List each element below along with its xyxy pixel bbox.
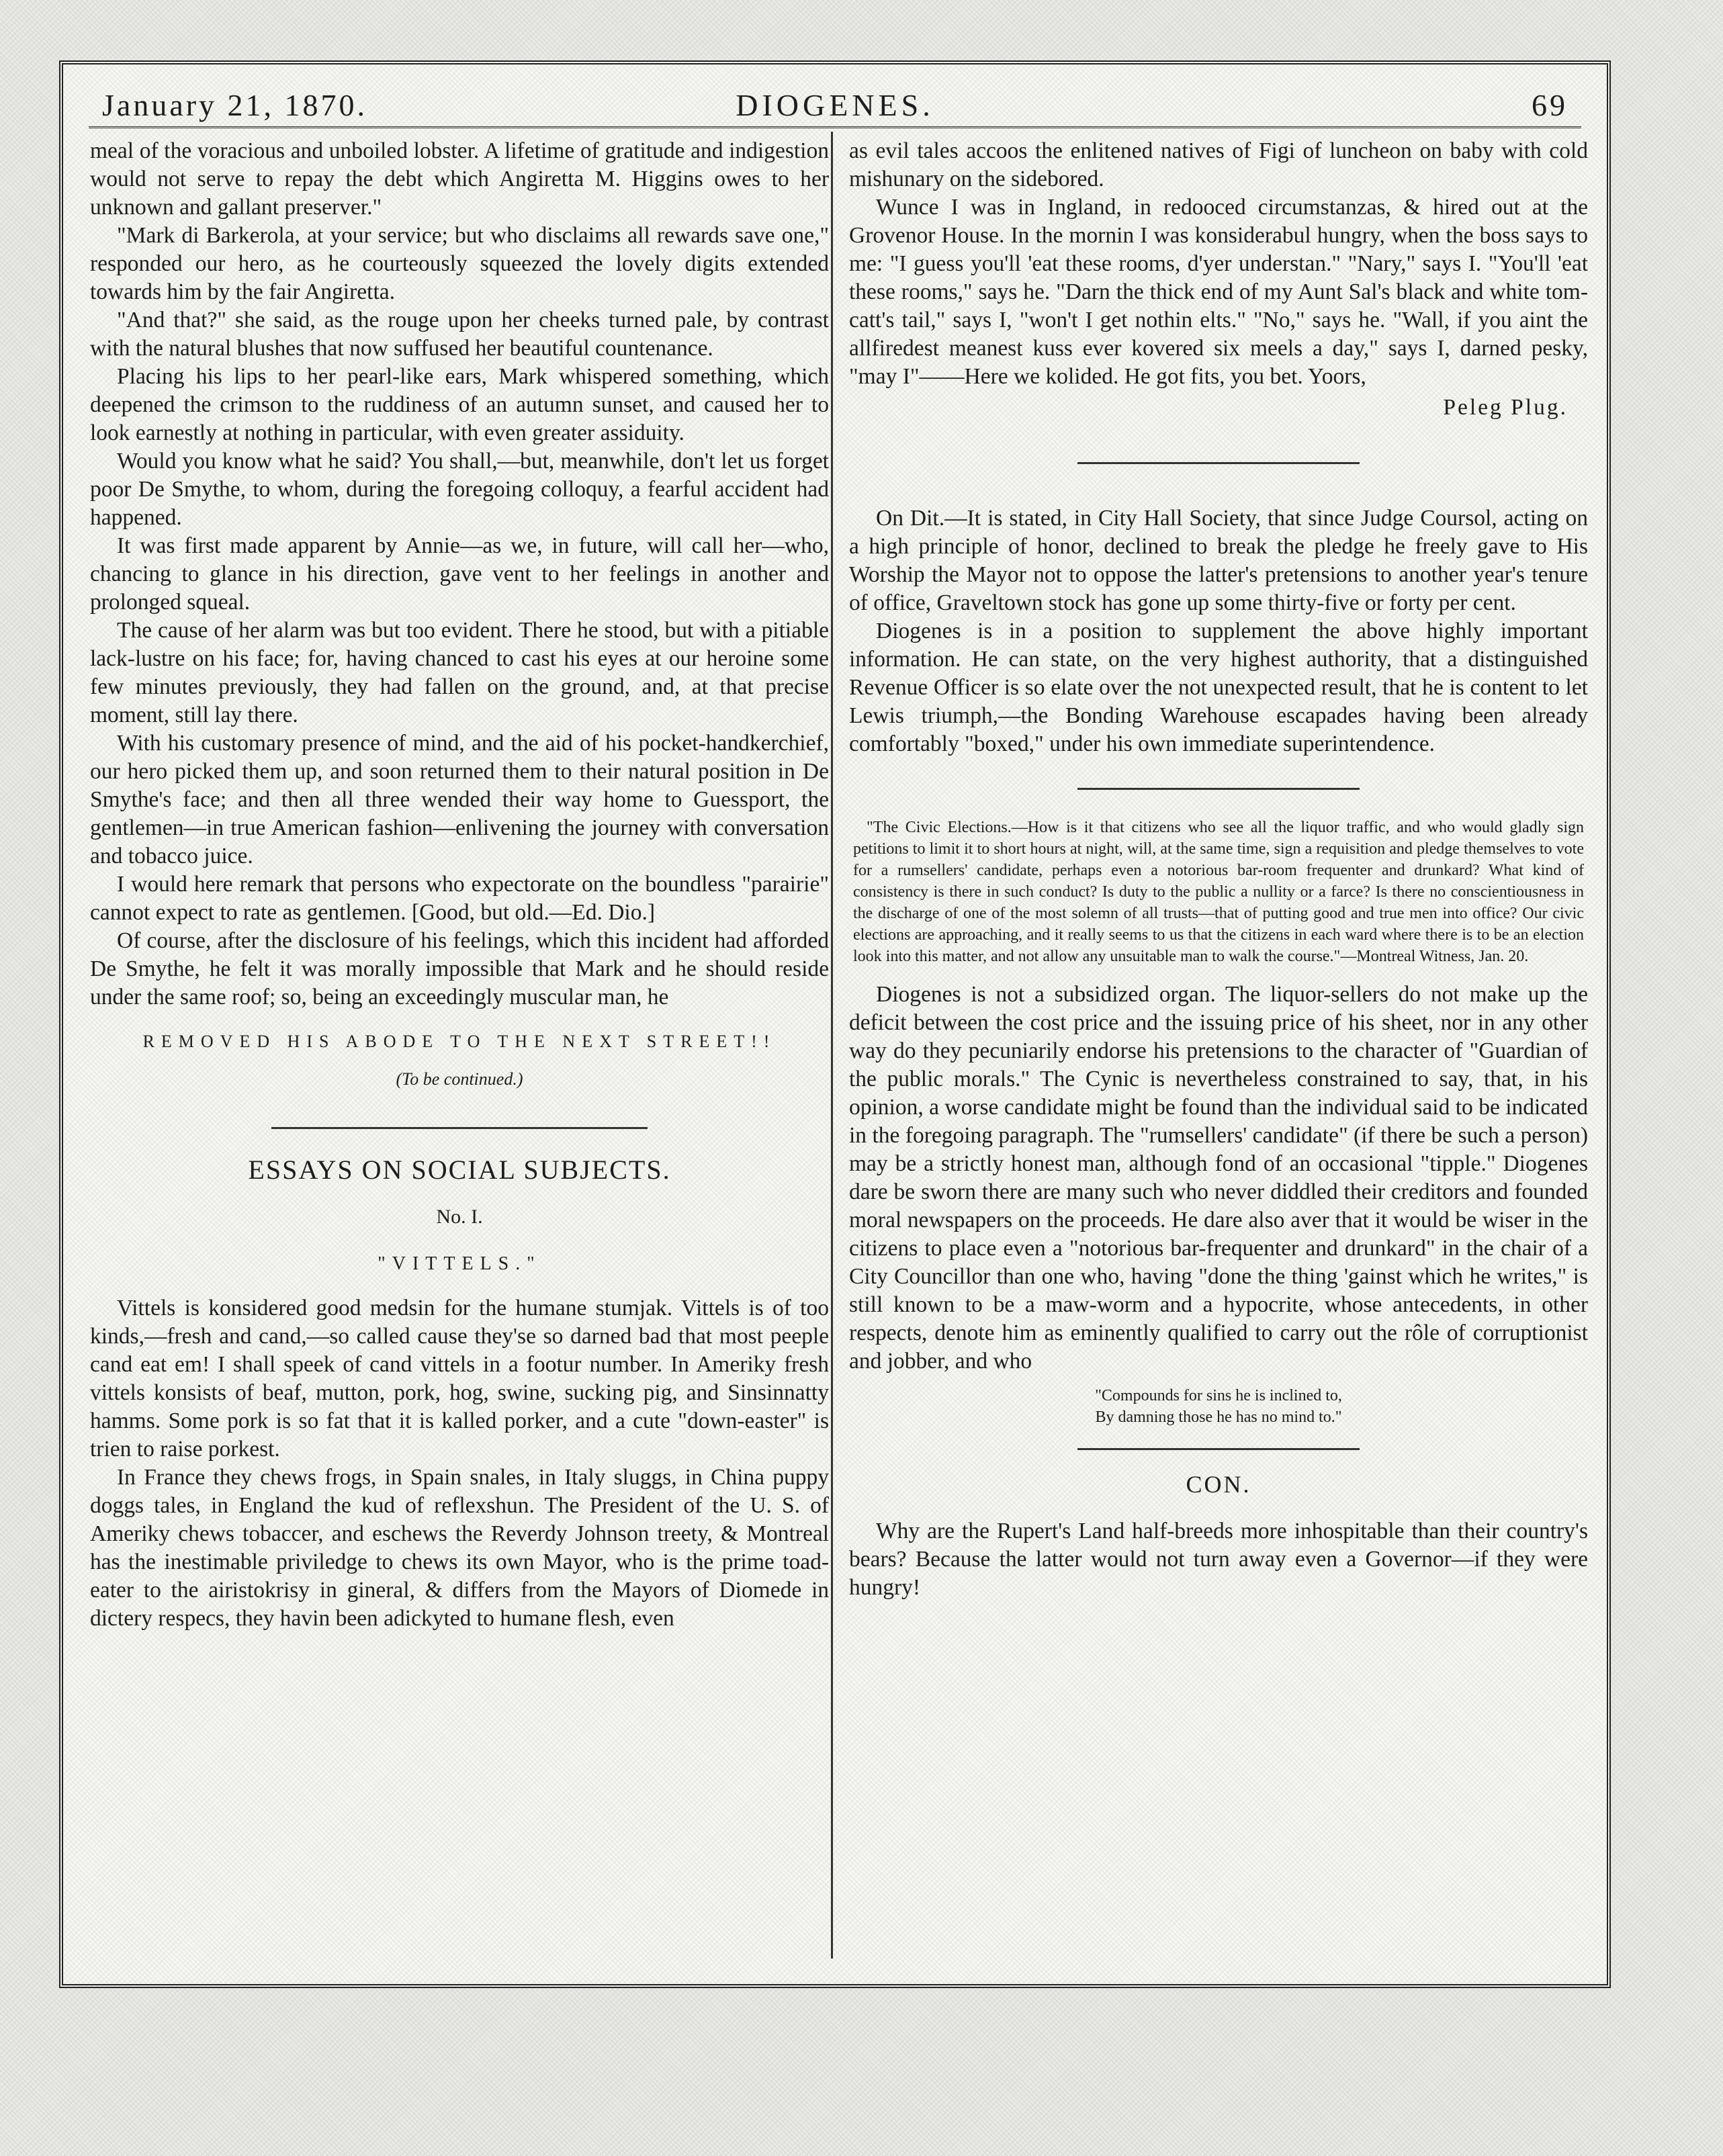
quoted-article xyxy=(853,817,1584,967)
diogenes-paragraph: Diogenes is not a subsidized organ. The liquor-sellers do not make up the deficit between the cost price and the issuing price of his sheet, nor in any other way do they pecuniarily endorse his pretensions to the character of "Guardian of the public morals." The Cynic is nevertheless constrained to say, that, in his opinion, a worse candidate might be found than the individual said to be indicated in the foregoing paragraph. The "rumsellers' candidate" (if there be such a person) may be a strictly honest man, although fond of an occasional "tipple." Diogenes dare be sworn there are many such who never diddled their creditors and founded moral newspapers on the proceeds. He dare also aver that it would be wiser in the citizens to place even a "notorious bar-frequenter and drunkard" in the chair of a City Councillor than one who, having "done the thing 'gainst which he writes," is still known to be a maw-worm and a hypocrite, whose antecedents, in other respects, denote him as eminently qualified to carry out the rôle of corruptionist and jobber, and who xyxy=(849,982,1588,1374)
story-climax: REMOVED HIS ABODE TO THE NEXT STREET!! xyxy=(142,1032,777,1051)
issue-date: January 21, 1870. xyxy=(102,88,368,122)
story-paragraph: I would here remark that persons who expectorate on the boundless "parairie" cannot expect to rate as gentlemen. [Good, but old.—Ed. Dio.] xyxy=(90,872,829,925)
left-column xyxy=(90,137,829,1950)
to-be-continued: (To be continued.) xyxy=(396,1069,523,1089)
story-paragraph: The cause of her alarm was but too evident. There he stood, but with a pitiable lack-lustre on his face; for, having chanced to cast his eyes at our heroine some few minutes previously, they had fallen on the ground, and, at that precise moment, still lay there. xyxy=(90,618,829,727)
con-title: CON. xyxy=(1186,1471,1251,1498)
masthead-title: DIOGENES. xyxy=(736,88,934,122)
couplet-line-1: "Compounds for sins he is inclined to, xyxy=(1095,1387,1342,1404)
column-divider xyxy=(831,132,833,1959)
essay-subtitle: "VITTELS." xyxy=(378,1253,541,1274)
section-rule xyxy=(1077,462,1360,464)
essay-paragraph: In France they chews frogs, in Spain snales, in Italy sluggs, in China puppy doggs tales, in England the kud of reflexshun. The President of the U. S. of Ameriky chews tobaccer, and eschews the Reverdy Johnson treety, & Montreal has the inestimable priviledge to chews its own Mayor, who is the prime toad-eater to the airistokrisy in gineral, & differs from the Mayors of Diomede in dictery respecs, they havin been adickyted to humane flesh, even xyxy=(90,1465,829,1631)
section-rule xyxy=(1077,1448,1360,1450)
story-paragraph: Placing his lips to her pearl-like ears, Mark whispered something, which deepened the crimson to the ruddiness of an autumn sunset, and caused her to look earnestly at nothing in particular, with even greater assiduity. xyxy=(90,364,829,445)
page-number: 69 xyxy=(1532,88,1568,122)
section-rule xyxy=(1077,788,1360,790)
story-paragraph: It was first made apparent by Annie—as we, in future, will call her—who, chancing to glance in his direction, gave vent to her feelings in another and prolonged squeal. xyxy=(90,533,829,615)
story-paragraph: With his customary presence of mind, and the aid of his pocket-handkerchief, our hero picked them up, and soon returned them to their natural position in De Smythe's face; and then all three wended their way home to Guessport, the gentlemen—in true American fashion—enlivening the journey with conversation and tobacco juice. xyxy=(90,731,829,868)
story-paragraph: "And that?" she said, as the rouge upon her cheeks turned pale, by contrast with the natural blushes that now suffused her beautiful countenance. xyxy=(90,308,829,361)
essay-number: No. I. xyxy=(436,1206,483,1228)
couplet-line-2: By damning those he has no mind to." xyxy=(1095,1408,1342,1426)
essay-title: ESSAYS ON SOCIAL SUBJECTS. xyxy=(248,1155,671,1185)
section-rule xyxy=(271,1127,648,1129)
essay-continuation: Wunce I was in Ingland, in redooced circumstanzas, & hired out at the Grovenor House. In the mornin I was konsiderabul hungry, when the boss says to me: "I guess you'll 'eat these rooms, d'yer understan." "Nary," says I. "You'll 'eat these rooms," says he. "Darn the thick end of my Aunt Sal's black and white tom-catt's tail," says I, "won't I get nothin elts." "No," says he. "Wall, if you aint the allfiredest meanest kuss ever kovered six meels a day," says I, darned pesky, "may I"——Here we kolided. He got fits, you bet. Yoors, xyxy=(849,195,1588,389)
essay-signature: Peleg Plug. xyxy=(1443,395,1568,420)
story-paragraph: Would you know what he said? You shall,—but, meanwhile, don't let us forget poor De Smythe, to whom, during the foregoing colloquy, a fearful accident had happened. xyxy=(90,449,829,530)
right-column xyxy=(849,137,1588,1950)
story-paragraph: meal of the voracious and unboiled lobster. A lifetime of gratitude and indigestion would not serve to repay the debt which Angiretta M. Higgins owes to her unknown and gallant preserver." xyxy=(90,138,829,220)
essay-continuation: as evil tales accoos the enlitened natives of Figi of luncheon on baby with cold mishunary on the sidebored. xyxy=(849,138,1588,191)
essay-paragraph: Vittels is konsidered good medsin for the humane stumjak. Vittels is of too kinds,—fresh and cand,—so called cause they'se so darned bad that most peeple cand eat em! I shall speek of cand vittels in a footur number. In Ameriky fresh vittels konsists of beaf, mutton, pork, hog, swine, sucking pig, and Sinsinnatty hamms. Some pork is so fat that it is kalled porker, and a cute "down-easter" is trien to raise porkest. xyxy=(90,1296,829,1462)
story-paragraph: "Mark di Barkerola, at your service; but who disclaims all rewards save one," responded our hero, as he courteously squeezed the lovely digits extended towards him by the fair Angiretta. xyxy=(90,223,829,304)
quoted-article-text: "The Civic Elections.—How is it that citizens who see all the liquor traffic, and who would gladly sign petitions to limit it to short hours at night, will, at the same time, sign a requisition and pledge themselves to vote for a rumsellers' candidate, perhaps even a notorious bar-room frequenter and drunkard? What kind of consistency is there in such conduct? Is duty to the public a nullity or a farce? Is there no conscientiousness in the discharge of one of the most solemn of all trusts—that of putting good and true men into office? Our civic elections are approaching, and it really seems to us that the citizens in each ward where there is to be an election look into this matter, and not allow any unsuitable man to walk the course."—Montreal Witness, Jan. 20. xyxy=(853,819,1584,965)
story-paragraph: Of course, after the disclosure of his feelings, which this incident had afforded De Smythe, he felt it was morally impossible that Mark and he should reside under the same roof; so, being an exceedingly muscular man, he xyxy=(90,928,829,1009)
con-text: Why are the Rupert's Land half-breeds more inhospitable than their country's bears? Because the latter would not turn away even a Governor—if they were hungry! xyxy=(849,1519,1588,1600)
page-header xyxy=(89,79,1581,128)
on-dit-paragraph: Diogenes is in a position to supplement the above highly important information. He can state, on the very highest authority, that a distinguished Revenue Officer is so elate over the not unexpected result, that he is content to let Lewis triumph,—the Bonding Warehouse escapades having been already comfortably "boxed," under his own immediate superintendence. xyxy=(849,619,1588,756)
on-dit-paragraph: On Dit.—It is stated, in City Hall Society, that since Judge Coursol, acting on a high principle of honor, declined to break the pledge he freely gave to His Worship the Mayor not to oppose the latter's pretensions to another year's tenure of office, Graveltown stock has gone up some thirty-five or forty per cent. xyxy=(849,506,1588,615)
newspaper-page xyxy=(59,60,1611,1988)
